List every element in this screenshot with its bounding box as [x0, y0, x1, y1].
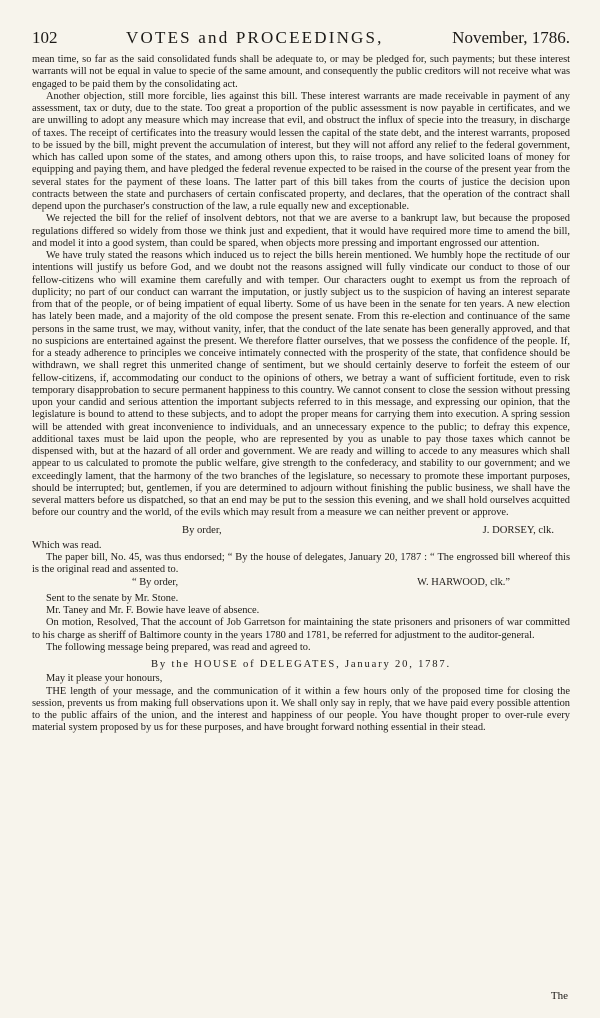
signature-block	[32, 525, 570, 537]
running-title: VOTES and PROCEEDINGS,	[126, 28, 384, 47]
entry-line: Which was read.	[32, 539, 102, 551]
message-heading: By the HOUSE of DELEGATES, January 20, 1787.	[151, 659, 451, 670]
signature-by-order: By order,	[182, 524, 222, 536]
entry-line: On motion, Resolved, That the account of Job Garretson for maintaining the state prisoners and prisoners of war committed to his charge as sheriff of Baltimore county in the years 1780 and 1781, be referred for adjustment to the auditor-general.	[32, 617, 570, 641]
paragraph: We have truly stated the reasons which induced us to reject the bills herein mentioned. We humbly hope the rectitude of our intentions will justify us before God, and we doubt not the reasons assigned will fully vindicate our conduct to those of our fellow-citizens who will examine them carefully and with temper. Our characters ought to exempt us from the reproach of duplicity; no part of our conduct can warrant the imputation, or justly subject us to the suspicion of having an interest separate from that of the people, or of being impatient of equal liberty. Some of us have been in the senate for ten years. A new election has lately been made, and a majority of the old compose the present senate. From this re-election and continuance of the same persons in the same trust, we may, without vanity, infer, that the conduct of the late senate has been generally approved, and that no suspicions are entertained against the present. We therefore flatter ourselves, that we possess the confidence of the people. If, for a steady adherence to principles we conceive intimately connected with the prosperity of the state, that confidence should be withdrawn, we shall regret this unmerited change of sentiment, but we should certainly deserve to forfeit the esteem of our fellow-citizens, if, accommodating our conduct to the opinions of others, we betray a want of sufficient fortitude, even to risk temporary disapprobation to secure permanent happiness to this country. We cannot consent to close the session without pressing upon your candid and serious attention the important subjects referred to in this message, and expressing our opinion, that the legislature is bound to attend to these subjects, and to adopt the proper means for carrying them into execution. A spring session will be attended with great inconvenience to individuals, and an unnecessary expence to the public; to defray this expence, additional taxes must be laid upon the people, who are represented by you as unable to pay those taxes which cannot be dispensed with, but at the hazard of all order and government. We are ready and willing to accede to any measures which shall appear to us calculated to promote the public welfare, give strength to the confederacy, and stability to our government; and we exceedingly lament, that the harmony of the two branches of the legislature, so necessary to promote these important purposes, should be interrupted; but, gentlemen, if you are determined to adjourn without finishing the public business, we shall have the several matters before us dispatched, so that an end may be put to the session this evening, and we shall hold ourselves acquitted before our country and the world, of the evils which may result from a measure we can neither prevent or approve.	[32, 250, 570, 519]
salutation: May it please your honours,	[46, 673, 163, 685]
paragraph: THE length of your message, and the communication of it within a few hours only of the proposed time for closing the session, prevents us from making full observations upon it. We shall only say in reply, that we have paid every possible attention to the public affairs of the union, and the interest and happiness of our people. You have thought proper to over-rule every material system proposed by us for these purposes, and have brought forward nothing essential in their stead.	[32, 685, 570, 734]
running-header	[32, 28, 570, 54]
paragraph: Another objection, still more forcible, lies against this bill. These interest warrants are made receivable in payment of any assessment, tax or duty, due to the state. Too great a proportion of the public assessment is now payable in certificates, and we are unwilling to adopt any measure which may increase that evil, and obstruct the influx of specie into the treasury, in discharge of taxes. The receipt of certificates into the treasury would lessen the capital of the state debt, and the interest warrants, proposed to be issued by the bill, might prevent the accumulation of interest, but they will not afford any relief to the federal government, which has called upon some of the states, and among others upon this, to raise troops, and have solicited loans of money for equipping and paying them, and have pledged the federal revenue expected to be raised in the course of the present year from the several states for the payment of these loans. The latter part of this bill takes from the courts of justice the decision upon contracts between the state and purchasers of certain confiscated property, and declares, that the operation of the contract shall depend upon the purchaser's construction of the law, a rule equally new and exceptionable.	[32, 90, 570, 212]
entry-line: The paper bill, No. 45, was thus endorsed; “ By the house of delegates, January 20, 1787 : “ The engrossed bill whereof this is the original read and assented to.	[32, 552, 570, 576]
signature-block	[32, 577, 570, 589]
paragraph: We rejected the bill for the relief of insolvent debtors, not that we are averse to a bankrupt law, but because the proposed regulations differed so widely from those we think just and expedient, that it would have required more time to amend the bill, and model it into a good system, than could be spared, when objects more pressing and important engrossed our attention.	[32, 213, 570, 249]
paragraph-continued: mean time, so far as the said consolidated funds shall be adequate to, or may be pledged for, such payments; but these interest warrants will not be equal in value to specie of the same amount, and consequently the public creditors will not receive what was engaged to be paid them by the consolidating act.	[32, 54, 570, 90]
signature-clerk: W. HARWOOD, clk.”	[417, 576, 510, 588]
page-number: 102	[32, 28, 58, 47]
entry-line: Sent to the senate by Mr. Stone.	[46, 592, 179, 604]
document-body	[32, 54, 570, 735]
entry-line: Mr. Taney and Mr. F. Bowie have leave of absence.	[46, 605, 260, 616]
entry-line: The following message being prepared, was read and agreed to.	[46, 641, 311, 653]
signature-clerk: J. DORSEY, clk.	[482, 524, 554, 536]
running-date: November, 1786.	[452, 28, 570, 47]
catchword: The	[550, 990, 568, 1002]
signature-by-order: “ By order,	[132, 576, 179, 588]
